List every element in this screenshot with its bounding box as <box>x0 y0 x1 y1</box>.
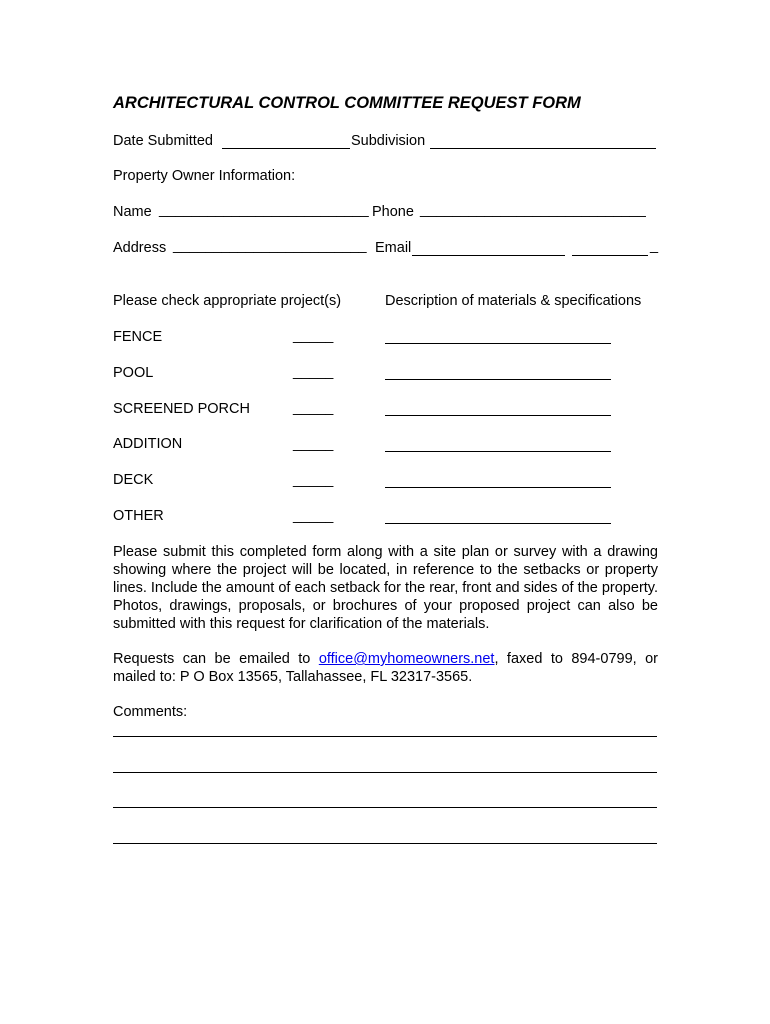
project-label-deck: DECK <box>113 472 154 488</box>
comments-line-3[interactable] <box>113 807 657 808</box>
comments-line-2[interactable] <box>113 772 657 773</box>
address-label: Address <box>113 240 167 256</box>
comments-label: Comments: <box>113 704 188 720</box>
project-label-fence: FENCE <box>113 329 163 345</box>
project-check-deck[interactable]: _____ <box>293 472 334 488</box>
project-check-screened-porch[interactable]: _____ <box>293 400 334 416</box>
project-description-screened-porch[interactable] <box>385 415 611 416</box>
contact-paragraph <box>113 650 658 686</box>
name-field[interactable]: __________________________ <box>159 202 369 218</box>
email-field[interactable] <box>412 255 565 256</box>
subdivision-field[interactable] <box>430 148 656 149</box>
comments-line-4[interactable] <box>113 843 657 844</box>
project-description-addition[interactable] <box>385 451 611 452</box>
form-title: ARCHITECTURAL CONTROL COMMITTEE REQUEST FORM <box>113 94 581 112</box>
project-label-pool: POOL <box>113 365 154 381</box>
instructions-paragraph: Please submit this completed form along with a site plan or survey with a drawing showing where the project will be located, in reference to the setbacks or property lines. Include the amount of each setback for the rear, front and sides of the property. Photos, drawings, proposals, or brochures of your proposed project can also be submitted with this request for clarification of the materials. <box>113 544 658 632</box>
date-submitted-label: Date Submitted <box>113 133 213 149</box>
project-description-fence[interactable] <box>385 343 611 344</box>
description-header: Description of materials & specifications <box>385 293 642 309</box>
email-field-extension[interactable] <box>572 255 648 256</box>
project-check-addition[interactable]: _____ <box>293 436 334 452</box>
project-label-screened-porch: SCREENED PORCH <box>113 401 250 417</box>
name-label: Name <box>113 204 152 220</box>
projects-header: Please check appropriate project(s) <box>113 293 342 309</box>
contact-suffix: , faxed to 894-0799, or mailed to: P O Box 13565, Tallahassee, FL 32317-3565. <box>113 651 658 685</box>
address-field[interactable]: ________________________ <box>173 238 367 254</box>
project-description-other[interactable] <box>385 523 611 524</box>
project-description-deck[interactable] <box>385 487 611 488</box>
project-check-pool[interactable]: _____ <box>293 364 334 380</box>
email-field-tail: _ <box>650 238 659 254</box>
project-check-other[interactable]: _____ <box>293 508 334 524</box>
contact-email-link[interactable]: office@myhomeowners.net <box>318 651 495 667</box>
email-label: Email <box>375 240 412 256</box>
phone-label: Phone <box>372 204 414 220</box>
contact-prefix: Requests can be emailed to <box>113 651 319 667</box>
project-label-other: OTHER <box>113 508 164 524</box>
subdivision-label: Subdivision <box>351 133 426 149</box>
project-check-fence[interactable]: _____ <box>293 328 334 344</box>
date-submitted-field[interactable] <box>222 148 350 149</box>
project-label-addition: ADDITION <box>113 436 183 452</box>
project-description-pool[interactable] <box>385 379 611 380</box>
comments-line-1[interactable] <box>113 736 657 737</box>
owner-section-label: Property Owner Information: <box>113 168 296 184</box>
phone-field[interactable]: ____________________________ <box>420 202 646 218</box>
